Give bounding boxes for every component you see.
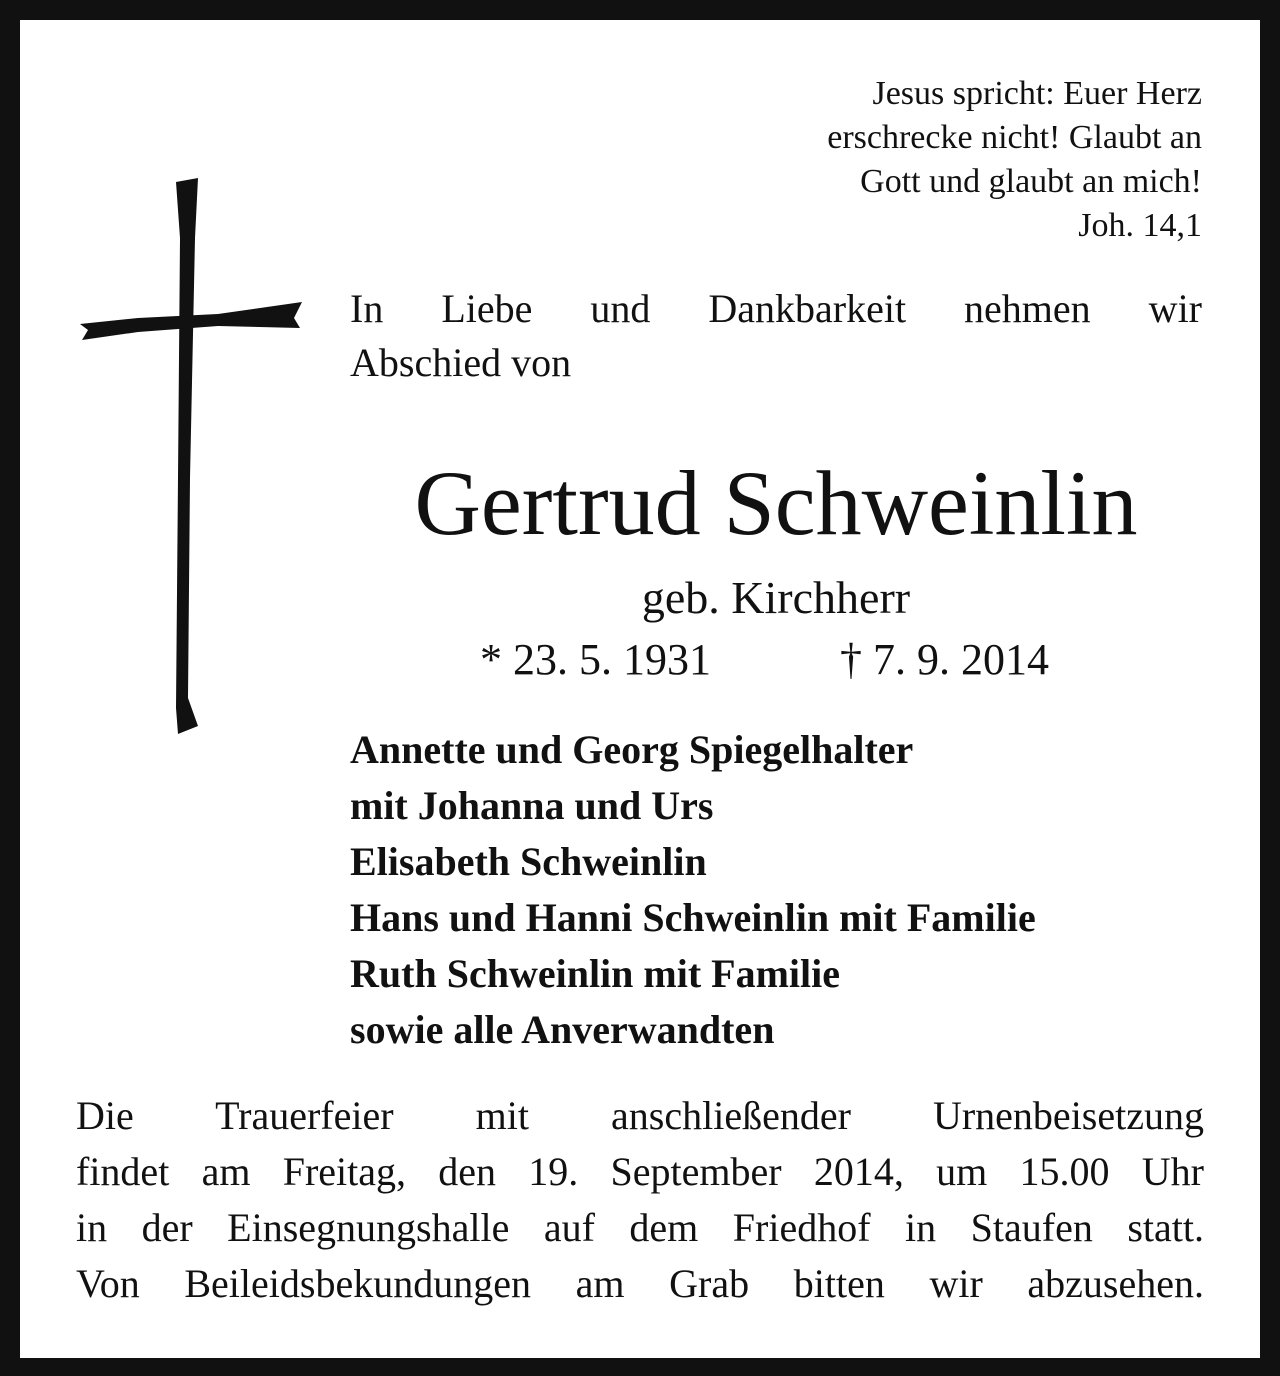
- mourner-line: mit Johanna und Urs: [350, 783, 714, 828]
- birth-date: * 23. 5. 1931: [480, 635, 711, 684]
- mourner-line: Annette und Georg Spiegelhalter: [350, 727, 914, 772]
- mourner-line: Elisabeth Schweinlin: [350, 839, 707, 884]
- mourners-list: [350, 722, 1230, 1058]
- intro-line: In Liebe und Dankbarkeit nehmen wir: [350, 286, 1202, 331]
- mourner-line: sowie alle Anverwandten: [350, 1007, 775, 1052]
- latin-cross-icon: [78, 178, 304, 734]
- intro-line: Abschied von: [350, 340, 572, 385]
- deceased-name: Gertrud Schweinlin: [414, 452, 1138, 554]
- notice-line: findet am Freitag, den 19. September 2014, um 15.00 Uhr: [76, 1149, 1204, 1194]
- notice-line: Die Trauerfeier mit anschließender Urnenbeisetzung: [76, 1093, 1204, 1138]
- death-date: † 7. 9. 2014: [840, 635, 1049, 684]
- verse-line: erschrecke nicht! Glaubt an: [827, 119, 1202, 156]
- verse-line: Jesus spricht: Euer Herz: [872, 75, 1202, 112]
- bible-verse: [682, 72, 1202, 248]
- verse-reference: Joh. 14,1: [1078, 207, 1202, 244]
- maiden-name: geb. Kirchherr: [641, 572, 911, 623]
- life-dates: [350, 632, 1202, 692]
- verse-line: Gott und glaubt an mich!: [860, 163, 1202, 200]
- funeral-notice: [76, 1088, 1204, 1312]
- mourner-line: Hans und Hanni Schweinlin mit Familie: [350, 895, 1036, 940]
- notice-line: Von Beileidsbekundungen am Grab bitten wir abzusehen.: [76, 1261, 1204, 1306]
- notice-line: in der Einsegnungshalle auf dem Friedhof in Staufen statt.: [76, 1205, 1204, 1250]
- mourner-line: Ruth Schweinlin mit Familie: [350, 951, 841, 996]
